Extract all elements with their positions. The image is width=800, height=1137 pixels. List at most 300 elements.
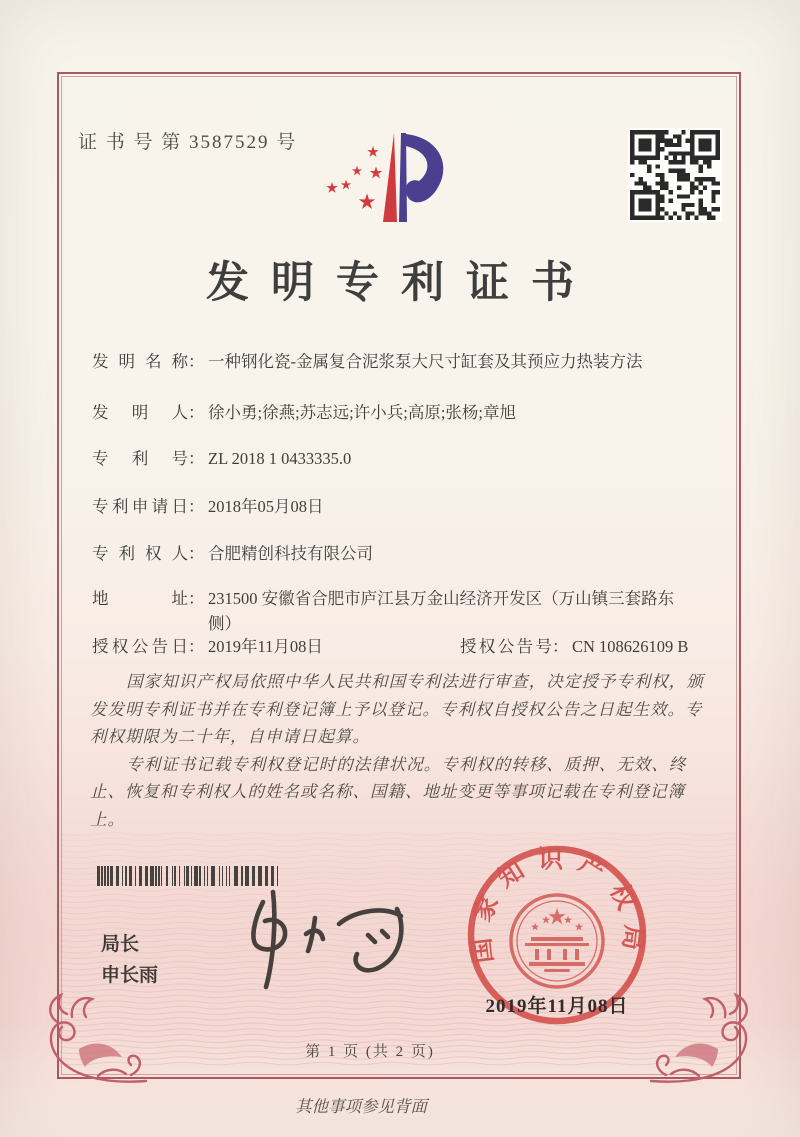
qr-module xyxy=(707,156,711,160)
qr-module xyxy=(656,181,660,185)
field-colon: ： xyxy=(188,637,205,656)
qr-module xyxy=(656,143,660,147)
qr-module xyxy=(681,156,685,160)
qr-module xyxy=(690,186,694,190)
qr-module xyxy=(690,160,694,164)
logo-p-stem xyxy=(399,133,407,222)
qr-module xyxy=(639,139,643,143)
qr-module xyxy=(639,177,643,181)
qr-module xyxy=(703,177,707,181)
qr-module xyxy=(660,147,664,151)
qr-module xyxy=(643,190,647,194)
qr-module xyxy=(647,147,651,151)
qr-module xyxy=(703,139,707,143)
qr-module xyxy=(707,164,711,168)
barcode-bar xyxy=(194,866,198,886)
qr-module xyxy=(660,177,664,181)
legal-paragraph: 专利证书记载专利权登记时的法律状况。专利权的转移、质押、无效、终止、恢复和专利权人的姓名或名称、国籍、地址变更等事项记载在专利登记簿上。 xyxy=(90,754,687,829)
field-row-patent-number xyxy=(92,446,712,471)
field-value: ZL 2018 1 0433335.0 xyxy=(208,449,352,468)
qr-module xyxy=(643,203,647,207)
qr-module xyxy=(681,160,685,164)
field-row-inventors xyxy=(92,400,712,425)
qr-module xyxy=(699,164,703,168)
qr-module xyxy=(703,160,707,164)
qr-module xyxy=(690,139,694,143)
qr-module xyxy=(639,199,643,203)
qr-module xyxy=(630,143,634,147)
qr-module xyxy=(707,177,711,181)
barcode-bar xyxy=(161,866,162,886)
qr-module xyxy=(656,151,660,155)
qr-module xyxy=(694,186,698,190)
qr-module xyxy=(690,181,694,185)
barcode-bar xyxy=(226,866,227,886)
barcode-bar xyxy=(116,866,119,886)
field-label: 授权公告日 xyxy=(92,637,188,656)
qr-module xyxy=(647,143,651,147)
barcode-bar xyxy=(184,866,185,886)
qr-module xyxy=(677,134,681,138)
qr-module xyxy=(651,190,655,194)
qr-module xyxy=(677,194,681,198)
qr-module xyxy=(630,199,634,203)
qr-module xyxy=(643,216,647,220)
barcode-bar xyxy=(211,866,215,886)
barcode-bar xyxy=(166,866,169,886)
field-colon: ： xyxy=(188,497,205,516)
barcode-bar xyxy=(179,866,180,886)
qr-module xyxy=(699,139,703,143)
qr-module xyxy=(699,199,703,203)
qr-module xyxy=(634,156,638,160)
field-colon: ： xyxy=(188,589,205,608)
barcode-bar xyxy=(139,866,142,886)
qr-module xyxy=(716,143,720,147)
page-number: 第 1 页 (共 2 页) xyxy=(305,1044,435,1060)
qr-module xyxy=(647,203,651,207)
field-colon: ： xyxy=(188,352,205,371)
qr-module xyxy=(664,181,668,185)
qr-module xyxy=(677,177,681,181)
qr-module xyxy=(707,147,711,151)
barcode-bar xyxy=(277,866,278,886)
barcode-bar xyxy=(234,866,238,886)
field-row-filing-date xyxy=(92,494,712,519)
qr-module xyxy=(677,169,681,173)
qr-module xyxy=(699,203,703,207)
qr-module xyxy=(660,199,664,203)
barcode-bar xyxy=(158,866,159,886)
qr-module xyxy=(711,216,715,220)
grant-number-value: CN 108626109 B xyxy=(572,637,689,656)
qr-module xyxy=(699,211,703,215)
qr-module xyxy=(703,130,707,134)
qr-module xyxy=(656,156,660,160)
qr-module xyxy=(686,216,690,220)
director-block xyxy=(101,929,158,991)
qr-module xyxy=(639,190,643,194)
qr-module xyxy=(647,156,651,160)
qr-module xyxy=(669,139,673,143)
director-signature xyxy=(215,888,430,993)
qr-module xyxy=(677,143,681,147)
qr-module xyxy=(660,173,664,177)
qr-module xyxy=(707,143,711,147)
qr-module xyxy=(716,134,720,138)
qr-module xyxy=(634,216,638,220)
qr-module xyxy=(681,203,685,207)
qr-module xyxy=(664,143,668,147)
qr-module xyxy=(716,130,720,134)
qr-module xyxy=(656,207,660,211)
barcode-icon xyxy=(97,866,282,886)
barcode-bar xyxy=(104,866,105,886)
qr-module xyxy=(686,139,690,143)
qr-module xyxy=(677,160,681,164)
legal-text xyxy=(90,668,714,833)
qr-module xyxy=(711,156,715,160)
qr-module xyxy=(690,156,694,160)
qr-module xyxy=(647,207,651,211)
qr-module xyxy=(699,177,703,181)
qr-module xyxy=(664,211,668,215)
qr-module xyxy=(630,194,634,198)
grant-date-value: 2019年11月08日 xyxy=(208,637,323,656)
qr-module xyxy=(630,147,634,151)
qr-module xyxy=(686,177,690,181)
field-row-grant xyxy=(92,634,712,659)
qr-module xyxy=(656,216,660,220)
field-label: 专利申请日 xyxy=(92,497,188,516)
qr-module xyxy=(699,207,703,211)
qr-module xyxy=(673,169,677,173)
qr-module xyxy=(630,173,634,177)
field-value: 2018年05月08日 xyxy=(208,497,324,516)
seal-date: 2019年11月08日 xyxy=(485,996,629,1017)
qr-module xyxy=(677,186,681,190)
qr-module xyxy=(630,130,634,134)
barcode-bar xyxy=(241,866,244,886)
barcode-bar xyxy=(258,866,262,886)
barcode-bar xyxy=(172,866,173,886)
qr-module xyxy=(639,203,643,207)
qr-module xyxy=(630,211,634,215)
qr-module xyxy=(703,207,707,211)
barcode-bar xyxy=(145,866,148,886)
qr-code-icon xyxy=(628,128,722,222)
qr-module xyxy=(647,169,651,173)
qr-module xyxy=(694,130,698,134)
field-value: 徐小勇;徐燕;苏志远;许小兵;高原;张杨;章旭 xyxy=(208,403,517,422)
field-value: 合肥精创科技有限公司 xyxy=(208,544,373,563)
qr-module xyxy=(703,186,707,190)
qr-module xyxy=(660,181,664,185)
field-value: 231500 安徽省合肥市庐江县万金山经济开发区（万山镇三套路东侧） xyxy=(208,589,675,633)
qr-module xyxy=(681,177,685,181)
qr-module xyxy=(690,147,694,151)
qr-module xyxy=(669,216,673,220)
qr-module xyxy=(716,207,720,211)
barcode-bar xyxy=(122,866,123,886)
qr-module xyxy=(673,143,677,147)
field-colon: ： xyxy=(552,637,569,656)
qr-module xyxy=(686,194,690,198)
flourish-leaf xyxy=(675,1043,718,1067)
certificate-number: 证 书 号 第 3587529 号 xyxy=(78,132,298,153)
qr-module xyxy=(643,139,647,143)
field-value: 一种钢化瓷-金属复合泥浆泵大尺寸缸套及其预应力热装方法 xyxy=(208,352,643,371)
qr-module xyxy=(673,211,677,215)
legal-paragraph: 国家知识产权局依照中华人民共和国专利法进行审查，决定授予专利权，颁发发明专利证书并在专利登记簿上予以登记。专利权自授权公告之日起生效。专利权期限为二十年，自申请日起算。 xyxy=(90,672,704,746)
qr-module xyxy=(656,211,660,215)
qr-module xyxy=(716,190,720,194)
qr-module xyxy=(707,160,711,164)
qr-module xyxy=(707,216,711,220)
qr-module xyxy=(656,164,660,168)
qr-module xyxy=(660,139,664,143)
qr-module xyxy=(660,207,664,211)
qr-module xyxy=(677,139,681,143)
qr-module xyxy=(656,194,660,198)
qr-module xyxy=(711,207,715,211)
barcode-bar xyxy=(101,866,102,886)
barcode-bar xyxy=(271,866,274,886)
qr-module xyxy=(643,199,647,203)
qr-module xyxy=(677,173,681,177)
qr-module xyxy=(639,207,643,211)
field-label: 发明名称 xyxy=(92,352,188,371)
qr-module xyxy=(711,130,715,134)
field-label: 地址 xyxy=(92,589,188,608)
barcode-bar xyxy=(207,866,208,886)
field-colon: ： xyxy=(188,544,205,563)
qr-module xyxy=(681,130,685,134)
field-colon: ： xyxy=(188,403,205,422)
certificate-title: 发明专利证书 xyxy=(206,260,596,307)
barcode-bar xyxy=(219,866,220,886)
qr-module xyxy=(699,143,703,147)
qr-module xyxy=(711,181,715,185)
qr-module xyxy=(690,143,694,147)
qr-module xyxy=(643,130,647,134)
qr-module xyxy=(669,199,673,203)
barcode-bar xyxy=(110,866,113,886)
wave-line xyxy=(60,1062,736,1065)
qr-module xyxy=(639,143,643,147)
qr-module xyxy=(690,203,694,207)
corner-flourish-icon xyxy=(36,988,148,1092)
logo-red-wedge xyxy=(383,133,397,222)
qr-module xyxy=(630,139,634,143)
seal-text: 国家知识产权局 xyxy=(466,846,648,965)
qr-module xyxy=(643,207,647,211)
flourish-leaf xyxy=(79,1043,122,1067)
qr-module xyxy=(634,190,638,194)
qr-module xyxy=(690,211,694,215)
barcode-bar xyxy=(222,866,223,886)
qr-module xyxy=(716,151,720,155)
qr-module xyxy=(647,139,651,143)
qr-module xyxy=(656,147,660,151)
qr-module xyxy=(716,139,720,143)
qr-module xyxy=(699,156,703,160)
logo-p-bowl xyxy=(406,134,444,202)
qr-module xyxy=(673,156,677,160)
qr-module xyxy=(643,147,647,151)
qr-module xyxy=(664,156,668,160)
qr-module xyxy=(664,130,668,134)
qr-module xyxy=(651,130,655,134)
qr-module xyxy=(647,190,651,194)
qr-module xyxy=(707,139,711,143)
qr-module xyxy=(707,130,711,134)
qr-module xyxy=(699,190,703,194)
qr-module xyxy=(711,177,715,181)
qr-module xyxy=(699,130,703,134)
barcode-bar xyxy=(204,866,205,886)
qr-module xyxy=(681,207,685,211)
barcode-bar xyxy=(199,866,200,886)
qr-module xyxy=(690,190,694,194)
qr-module xyxy=(647,216,651,220)
qr-module xyxy=(681,173,685,177)
barcode-bar xyxy=(265,866,268,886)
qr-module xyxy=(630,216,634,220)
field-label: 发明人 xyxy=(92,403,188,422)
qr-module xyxy=(660,194,664,198)
barcode-bar xyxy=(186,866,189,886)
director-title: 局长 xyxy=(101,934,140,955)
qr-module xyxy=(703,143,707,147)
qr-module xyxy=(711,199,715,203)
qr-module xyxy=(681,194,685,198)
barcode-bar xyxy=(125,866,128,886)
qr-module xyxy=(694,160,698,164)
qr-module xyxy=(716,181,720,185)
qr-module xyxy=(681,169,685,173)
barcode-bar xyxy=(229,866,230,886)
field-label: 专利权人 xyxy=(92,544,188,563)
qr-module xyxy=(639,216,643,220)
back-note: 其他事项参见背面 xyxy=(295,1097,427,1116)
qr-module xyxy=(639,147,643,151)
barcode-bar xyxy=(150,866,154,886)
qr-module xyxy=(643,160,647,164)
qr-module xyxy=(686,173,690,177)
qr-module xyxy=(699,169,703,173)
qr-module xyxy=(656,139,660,143)
grant-number-group xyxy=(460,634,688,659)
qr-module xyxy=(643,156,647,160)
qr-module xyxy=(690,151,694,155)
qr-module xyxy=(664,139,668,143)
qr-module xyxy=(690,130,694,134)
barcode-bar xyxy=(245,866,249,886)
barcode-bar xyxy=(129,866,132,886)
qr-module xyxy=(711,194,715,198)
field-row-patentee xyxy=(92,541,712,566)
barcode-bar xyxy=(135,866,136,886)
corner-flourish-icon xyxy=(649,988,761,1092)
qr-module xyxy=(651,156,655,160)
qr-module xyxy=(656,134,660,138)
qr-module xyxy=(660,186,664,190)
qr-module xyxy=(651,216,655,220)
barcode-bar xyxy=(191,866,192,886)
qr-module xyxy=(639,181,643,185)
qr-module xyxy=(699,181,703,185)
qr-module xyxy=(703,147,707,151)
qr-module xyxy=(686,203,690,207)
qr-module xyxy=(656,130,660,134)
qr-module xyxy=(630,160,634,164)
qr-module xyxy=(630,203,634,207)
qr-module xyxy=(643,181,647,185)
field-row-address xyxy=(92,586,712,636)
qr-module xyxy=(634,130,638,134)
qr-module xyxy=(677,151,681,155)
qr-module xyxy=(669,169,673,173)
qr-module xyxy=(647,130,651,134)
qr-module xyxy=(664,186,668,190)
field-colon: ： xyxy=(188,449,205,468)
cnipa-patent-logo-icon xyxy=(298,126,458,236)
qr-module xyxy=(630,134,634,138)
qr-module xyxy=(656,199,660,203)
qr-module xyxy=(690,134,694,138)
barcode-bar xyxy=(252,866,255,886)
qr-module xyxy=(656,190,660,194)
qr-module xyxy=(630,156,634,160)
qr-module xyxy=(643,143,647,147)
qr-module xyxy=(639,160,643,164)
qr-module xyxy=(677,216,681,220)
qr-module xyxy=(686,151,690,155)
qr-module xyxy=(634,181,638,185)
qr-module xyxy=(639,130,643,134)
qr-module xyxy=(694,177,698,181)
barcode-bar xyxy=(155,866,156,886)
qr-module xyxy=(669,160,673,164)
qr-module xyxy=(669,151,673,155)
qr-module xyxy=(669,143,673,147)
qr-module xyxy=(656,173,660,177)
qr-module xyxy=(630,151,634,155)
qr-module xyxy=(647,164,651,168)
qr-module xyxy=(647,199,651,203)
qr-module xyxy=(681,151,685,155)
qr-module xyxy=(673,151,677,155)
qr-module xyxy=(630,207,634,211)
qr-module xyxy=(673,134,677,138)
qr-module xyxy=(716,156,720,160)
qr-module xyxy=(716,147,720,151)
qr-module xyxy=(660,130,664,134)
svg-text:国家知识产权局 xyxy=(466,845,648,964)
field-row-invention-name xyxy=(92,349,712,374)
qr-module xyxy=(694,156,698,160)
qr-module xyxy=(660,216,664,220)
qr-module xyxy=(630,190,634,194)
qr-module xyxy=(694,216,698,220)
field-label: 专利号 xyxy=(92,449,188,468)
qr-module xyxy=(656,203,660,207)
director-name: 申长雨 xyxy=(101,965,159,986)
qr-module xyxy=(707,211,711,215)
qr-module xyxy=(699,147,703,151)
qr-module xyxy=(660,134,664,138)
